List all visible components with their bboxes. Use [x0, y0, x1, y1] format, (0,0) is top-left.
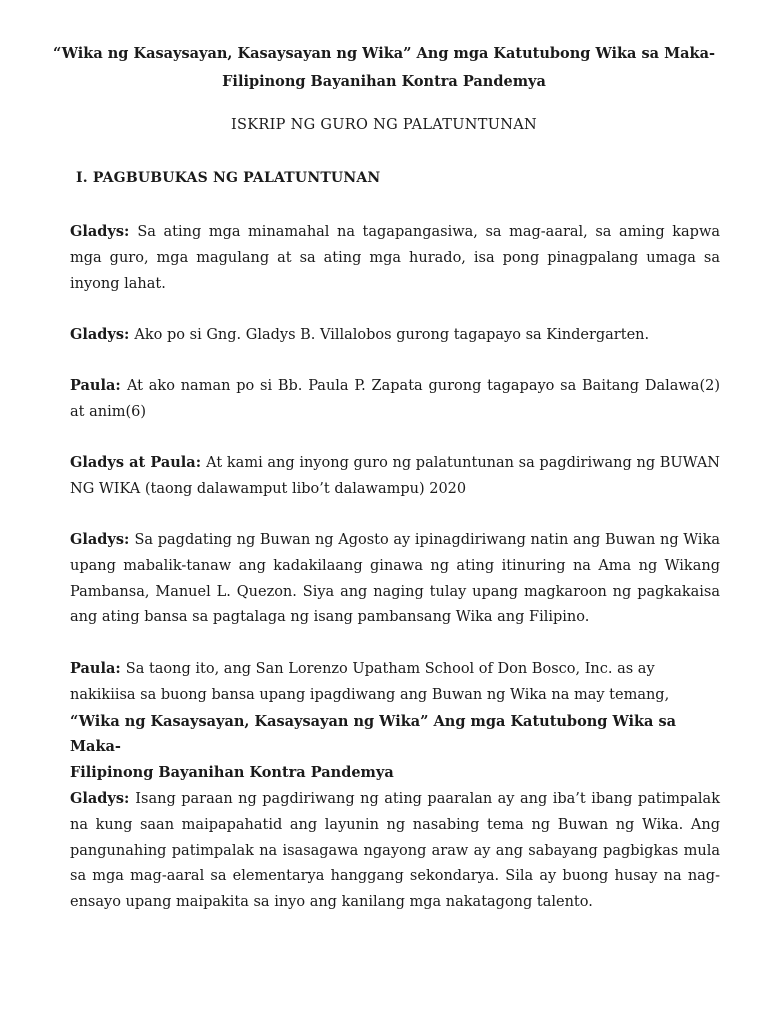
theme-line-1: “Wika ng Kasaysayan, Kasaysayan ng Wika” Ang mga Katutubong Wika sa Maka- — [70, 712, 677, 756]
theme-line-2: Filipinong Bayanihan Kontra Pandemya — [70, 764, 394, 782]
paragraph-5 — [70, 527, 720, 631]
section-heading: I. PAGBUBUKAS NG PALATUNTUNAN — [76, 170, 381, 186]
paragraph-text: At kami ang inyong guro ng palatuntunan sa pagdiriwang ng BUWAN NG WIKA (taong dalawamput libo’t dalawampu) 2020 — [70, 455, 720, 497]
speaker-label: Paula: — [70, 377, 127, 394]
paragraph-4 — [70, 450, 720, 503]
speaker-label: Gladys: — [70, 790, 136, 807]
paragraph-text: At ako naman po si Bb. Paula P. Zapata gurong tagapayo sa Baitang Dalawa(2) at anim(6) — [70, 378, 720, 420]
document-subtitle: ISKRIP NG GURO NG PALATUNTUNAN — [230, 117, 537, 133]
paragraph-text: Sa pagdating ng Buwan ng Agosto ay ipinagdiriwang natin ang Buwan ng Wika upang mabalik-tanaw ang kadakilaang ginawa ng ating itinuring na Ama ng Wikang Pambansa, Manuel L. Quezon. Siya ang naging tulay upang magkaroon ng pagkakaisa ang ating bansa sa pagtalaga ng isang pambansang Wika ang Filipino. — [70, 532, 720, 626]
speaker-label: Paula: — [70, 660, 126, 677]
title-line-2: Filipinong Bayanihan Kontra Pandemya — [222, 73, 546, 90]
title-line-1: “Wika ng Kasaysayan, Kasaysayan ng Wika” Ang mga Katutubong Wika sa Maka- — [52, 45, 715, 62]
paragraph-1 — [70, 219, 720, 297]
paragraph-2 — [70, 322, 720, 349]
paragraph-text: Sa ating mga minamahal na tagapangasiwa, sa mag-aaral, sa aming kapwa mga guro, mga magulang at sa ating mga hurado, isa pong pinagpalang umaga sa inyong lahat. — [70, 224, 720, 292]
speaker-label: Gladys: — [70, 223, 138, 240]
paragraph-7 — [70, 786, 720, 916]
speaker-label: Gladys at Paula: — [70, 454, 207, 471]
paragraph-3 — [70, 373, 720, 426]
paragraph-text: Ako po si Gng. Gladys B. Villalobos gurong tagapayo sa Kindergarten. — [134, 327, 650, 343]
speaker-label: Gladys: — [70, 326, 135, 343]
speaker-label: Gladys: — [70, 531, 135, 548]
paragraph-text: Isang paraan ng pagdiriwang ng ating paaralan ay ang iba’t ibang patimpalak na kung saan maipapahatid ang layunin ng nasabing tema ng Buwan ng Wika. Ang pangunahing patimpalak na isasagawa ngayong araw ay ang sabayang pagbigkas mula sa mga mag-aaral sa elementarya hanggang sekondarya. Sila ay buong husay na nag-ensayo upang maipakita sa inyo ang kanilang mga nakatagong talento. — [70, 791, 720, 911]
document-title — [40, 40, 728, 96]
paragraph-text: Sa taong ito, ang San Lorenzo Upatham School of Don Bosco, Inc. as ay nakikiisa sa buong bansa upang ipagdiwang ang Buwan ng Wika na may temang, — [70, 661, 670, 703]
paragraph-6 — [70, 656, 720, 786]
